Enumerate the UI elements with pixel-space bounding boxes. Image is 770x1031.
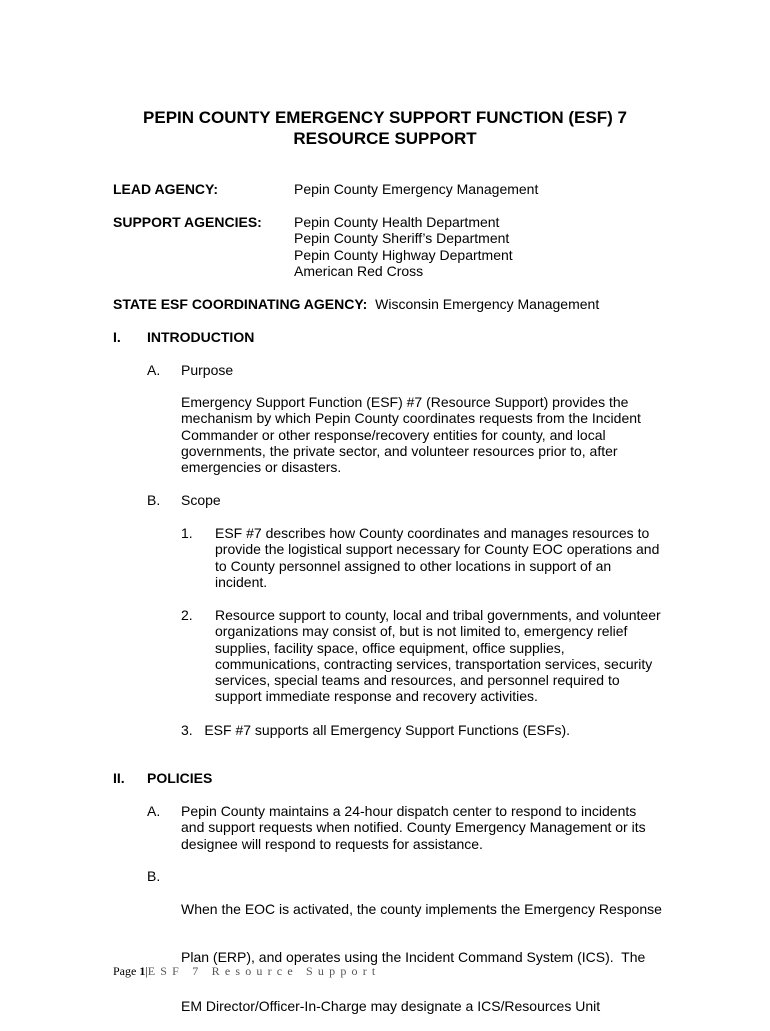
paragraph-line: Pepin County maintains a 24-hour dispatch center to respond to incidents [181, 803, 637, 819]
policy-b-text [181, 868, 662, 1031]
paragraph-line: Emergency Support Function (ESF) #7 (Resource Support) provides the [181, 394, 629, 410]
page-footer [113, 964, 380, 979]
section1-b-title: Scope [181, 492, 221, 508]
section1-a-letter: A. [147, 362, 161, 378]
footer-page-label: Page [113, 964, 137, 978]
paragraph-line: communications, contracting services, transportation services, security [215, 655, 653, 672]
footer-page-number: 1 [139, 964, 146, 978]
section1-b-letter: B. [147, 492, 161, 508]
state-esf-label: STATE ESF COORDINATING AGENCY: [113, 296, 368, 312]
document-title-line1: PEPIN COUNTY EMERGENCY SUPPORT FUNCTION (ESF) 7 [143, 108, 627, 127]
paragraph-line: support immediate response and recovery activities. [215, 688, 538, 705]
paragraph-line: EM Director/Officer-In-Charge may designate a ICS/Resources Unit [181, 998, 601, 1015]
scope-item1-text [215, 525, 659, 590]
scope-item2-number: 2. [181, 607, 193, 623]
support-agency-item: American Red Cross [294, 262, 424, 279]
scope-item2-text [215, 607, 661, 705]
support-agency-item: Pepin County Health Department [294, 214, 500, 230]
paragraph-line: designee will respond to requests for assistance. [181, 835, 483, 852]
paragraph-line: supplies, facility space, office equipment, office supplies, [215, 639, 565, 656]
section2-b-letter: B. [147, 868, 161, 884]
state-esf-value: Wisconsin Emergency Management [375, 296, 600, 312]
lead-agency-value: Pepin County Emergency Management [294, 181, 539, 197]
footer-separator: | [145, 964, 148, 978]
paragraph-line: Commander or other response/recovery entities for county, and local [181, 426, 606, 443]
paragraph-line: When the EOC is activated, the county implements the Emergency Response [181, 900, 662, 917]
document-title-line2: RESOURCE SUPPORT [293, 129, 477, 148]
section2-a-letter: A. [147, 803, 161, 819]
section1-heading: INTRODUCTION [147, 329, 255, 345]
section1-number: I. [113, 329, 121, 345]
section2-number: II. [113, 770, 125, 786]
paragraph-line: incident. [215, 573, 268, 590]
paragraph-line: Plan (ERP), and operates using the Incident Command System (ICS). The [181, 949, 646, 966]
paragraph-line: Resource support to county, local and tribal governments, and volunteer [215, 607, 661, 623]
paragraph-line: mechanism by which Pepin County coordinates requests from the Incident [181, 410, 641, 427]
paragraph-line: provide the logistical support necessary for County EOC operations and [215, 541, 660, 558]
paragraph-line: emergencies or disasters. [181, 459, 342, 476]
paragraph-line: ESF #7 describes how County coordinates and manages resources to [215, 525, 650, 541]
section2-heading: POLICIES [147, 770, 213, 786]
scope-item1-number: 1. [181, 525, 193, 541]
paragraph-line: services, special teams and resources, and personnel required to [215, 672, 620, 689]
paragraph-line: organizations may consist of, but is not limited to, emergency relief [215, 623, 628, 640]
state-esf-line [113, 296, 599, 312]
paragraph-line: and support requests when notified. County Emergency Management or its [181, 819, 646, 836]
policy-a-text [181, 803, 646, 852]
support-agency-item: Pepin County Sheriff’s Department [294, 230, 510, 247]
lead-agency-label: LEAD AGENCY: [113, 181, 218, 197]
paragraph-line: to County personnel assigned to other locations in support of an [215, 557, 612, 574]
scope-item3: 3. ESF #7 supports all Emergency Support Functions (ESFs). [181, 722, 571, 738]
purpose-paragraph [181, 394, 641, 475]
support-agencies-label: SUPPORT AGENCIES: [113, 214, 262, 230]
support-agency-item: Pepin County Highway Department [294, 246, 513, 263]
footer-doc-name: ESF 7 Resource Support [147, 964, 381, 978]
support-agencies-list [294, 214, 513, 279]
paragraph-line: governments, the private sector, and volunteer resources prior to, after [181, 442, 618, 459]
section1-a-title: Purpose [181, 362, 234, 378]
